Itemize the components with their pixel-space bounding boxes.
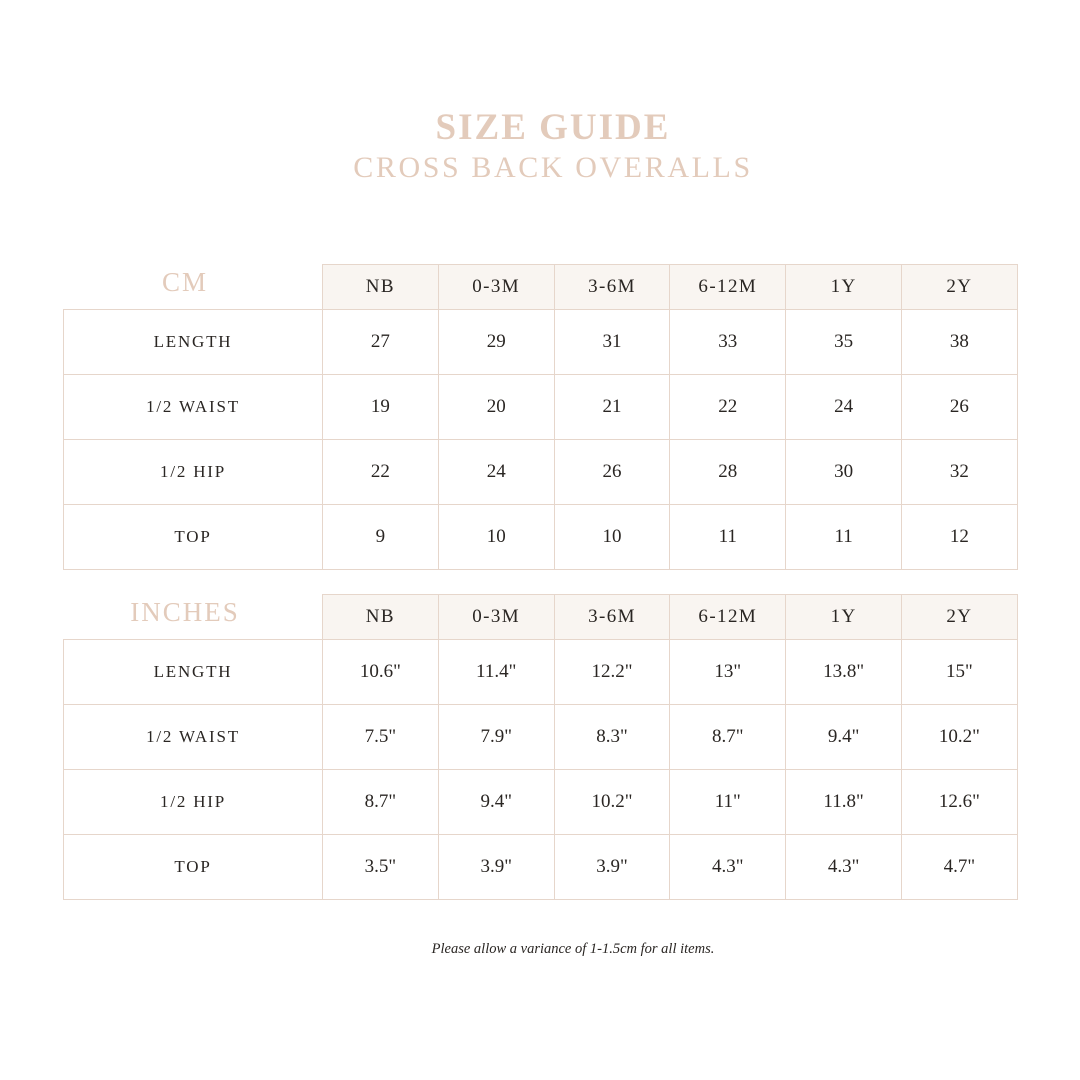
table-row: [64, 440, 1018, 505]
table-cell: 19: [323, 375, 439, 440]
table-cell: 26: [901, 375, 1017, 440]
table-cell: 22: [670, 375, 786, 440]
row-label: LENGTH: [64, 310, 323, 375]
table-cell: 11.8": [786, 770, 902, 835]
table-row: [64, 770, 1018, 835]
cm-size-table: [63, 264, 1017, 570]
page-subtitle: CROSS BACK OVERALLS: [353, 151, 753, 184]
cm-header-blank: [64, 265, 323, 310]
table-cell: 8.7": [323, 770, 439, 835]
cm-header-row: [64, 265, 1018, 310]
table-cell: 38: [901, 310, 1017, 375]
table-cell: 20: [438, 375, 554, 440]
row-label: TOP: [64, 835, 323, 900]
row-label: 1/2 HIP: [64, 440, 323, 505]
table-cell: 10: [554, 505, 670, 570]
table-cell: 10.2": [901, 705, 1017, 770]
table-cell: 24: [786, 375, 902, 440]
table-cell: 10.2": [554, 770, 670, 835]
row-label: 1/2 WAIST: [64, 705, 323, 770]
table-row: [64, 835, 1018, 900]
row-label: LENGTH: [64, 640, 323, 705]
table-cell: 10: [438, 505, 554, 570]
table-cell: 13.8": [786, 640, 902, 705]
cm-size-header: 2Y: [901, 265, 1017, 310]
table-cell: 4.7": [901, 835, 1017, 900]
table-cell: 8.7": [670, 705, 786, 770]
table-cell: 13": [670, 640, 786, 705]
cm-size-header: 3-6M: [554, 265, 670, 310]
inches-header-row: [64, 595, 1018, 640]
inches-size-table: [63, 594, 1017, 900]
table-cell: 28: [670, 440, 786, 505]
table-row: [64, 705, 1018, 770]
inches-size-header: 0-3M: [438, 595, 554, 640]
cm-size-header: 1Y: [786, 265, 902, 310]
table-cell: 3.5": [323, 835, 439, 900]
row-label: 1/2 HIP: [64, 770, 323, 835]
cm-unit-label: CM: [161, 267, 209, 297]
inches-unit-label: INCHES: [130, 597, 240, 627]
table-cell: 26: [554, 440, 670, 505]
variance-footnote: Please allow a variance of 1-1.5cm for all items.: [431, 941, 715, 957]
table-row: [64, 640, 1018, 705]
table-cell: 32: [901, 440, 1017, 505]
inches-size-header: 2Y: [901, 595, 1017, 640]
table-cell: 9.4": [786, 705, 902, 770]
table-cell: 30: [786, 440, 902, 505]
table-cell: 4.3": [670, 835, 786, 900]
table-cell: 12: [901, 505, 1017, 570]
table-cell: 22: [323, 440, 439, 505]
table-cell: 11: [786, 505, 902, 570]
table-cell: 7.9": [438, 705, 554, 770]
inches-size-header: 1Y: [786, 595, 902, 640]
table-cell: 4.3": [786, 835, 902, 900]
inches-size-header: NB: [323, 595, 439, 640]
inches-size-header: 6-12M: [670, 595, 786, 640]
cm-size-header: 6-12M: [670, 265, 786, 310]
table-cell: 15": [901, 640, 1017, 705]
table-cell: 11.4": [438, 640, 554, 705]
table-row: [64, 310, 1018, 375]
table-cell: 11": [670, 770, 786, 835]
table-cell: 29: [438, 310, 554, 375]
table-cell: 8.3": [554, 705, 670, 770]
cm-size-header: 0-3M: [438, 265, 554, 310]
table-cell: 10.6": [323, 640, 439, 705]
table-row: [64, 375, 1018, 440]
table-cell: 27: [323, 310, 439, 375]
row-label: TOP: [64, 505, 323, 570]
table-cell: 9.4": [438, 770, 554, 835]
row-label: 1/2 WAIST: [64, 375, 323, 440]
table-cell: 3.9": [438, 835, 554, 900]
table-cell: 3.9": [554, 835, 670, 900]
table-cell: 21: [554, 375, 670, 440]
table-cell: 9: [323, 505, 439, 570]
table-cell: 7.5": [323, 705, 439, 770]
inches-header-blank: [64, 595, 323, 640]
table-cell: 12.2": [554, 640, 670, 705]
table-cell: 12.6": [901, 770, 1017, 835]
table-cell: 24: [438, 440, 554, 505]
cm-size-header: NB: [323, 265, 439, 310]
table-cell: 31: [554, 310, 670, 375]
table-row: [64, 505, 1018, 570]
inches-size-header: 3-6M: [554, 595, 670, 640]
table-cell: 33: [670, 310, 786, 375]
page-title: SIZE GUIDE: [435, 107, 671, 148]
table-cell: 11: [670, 505, 786, 570]
table-cell: 35: [786, 310, 902, 375]
